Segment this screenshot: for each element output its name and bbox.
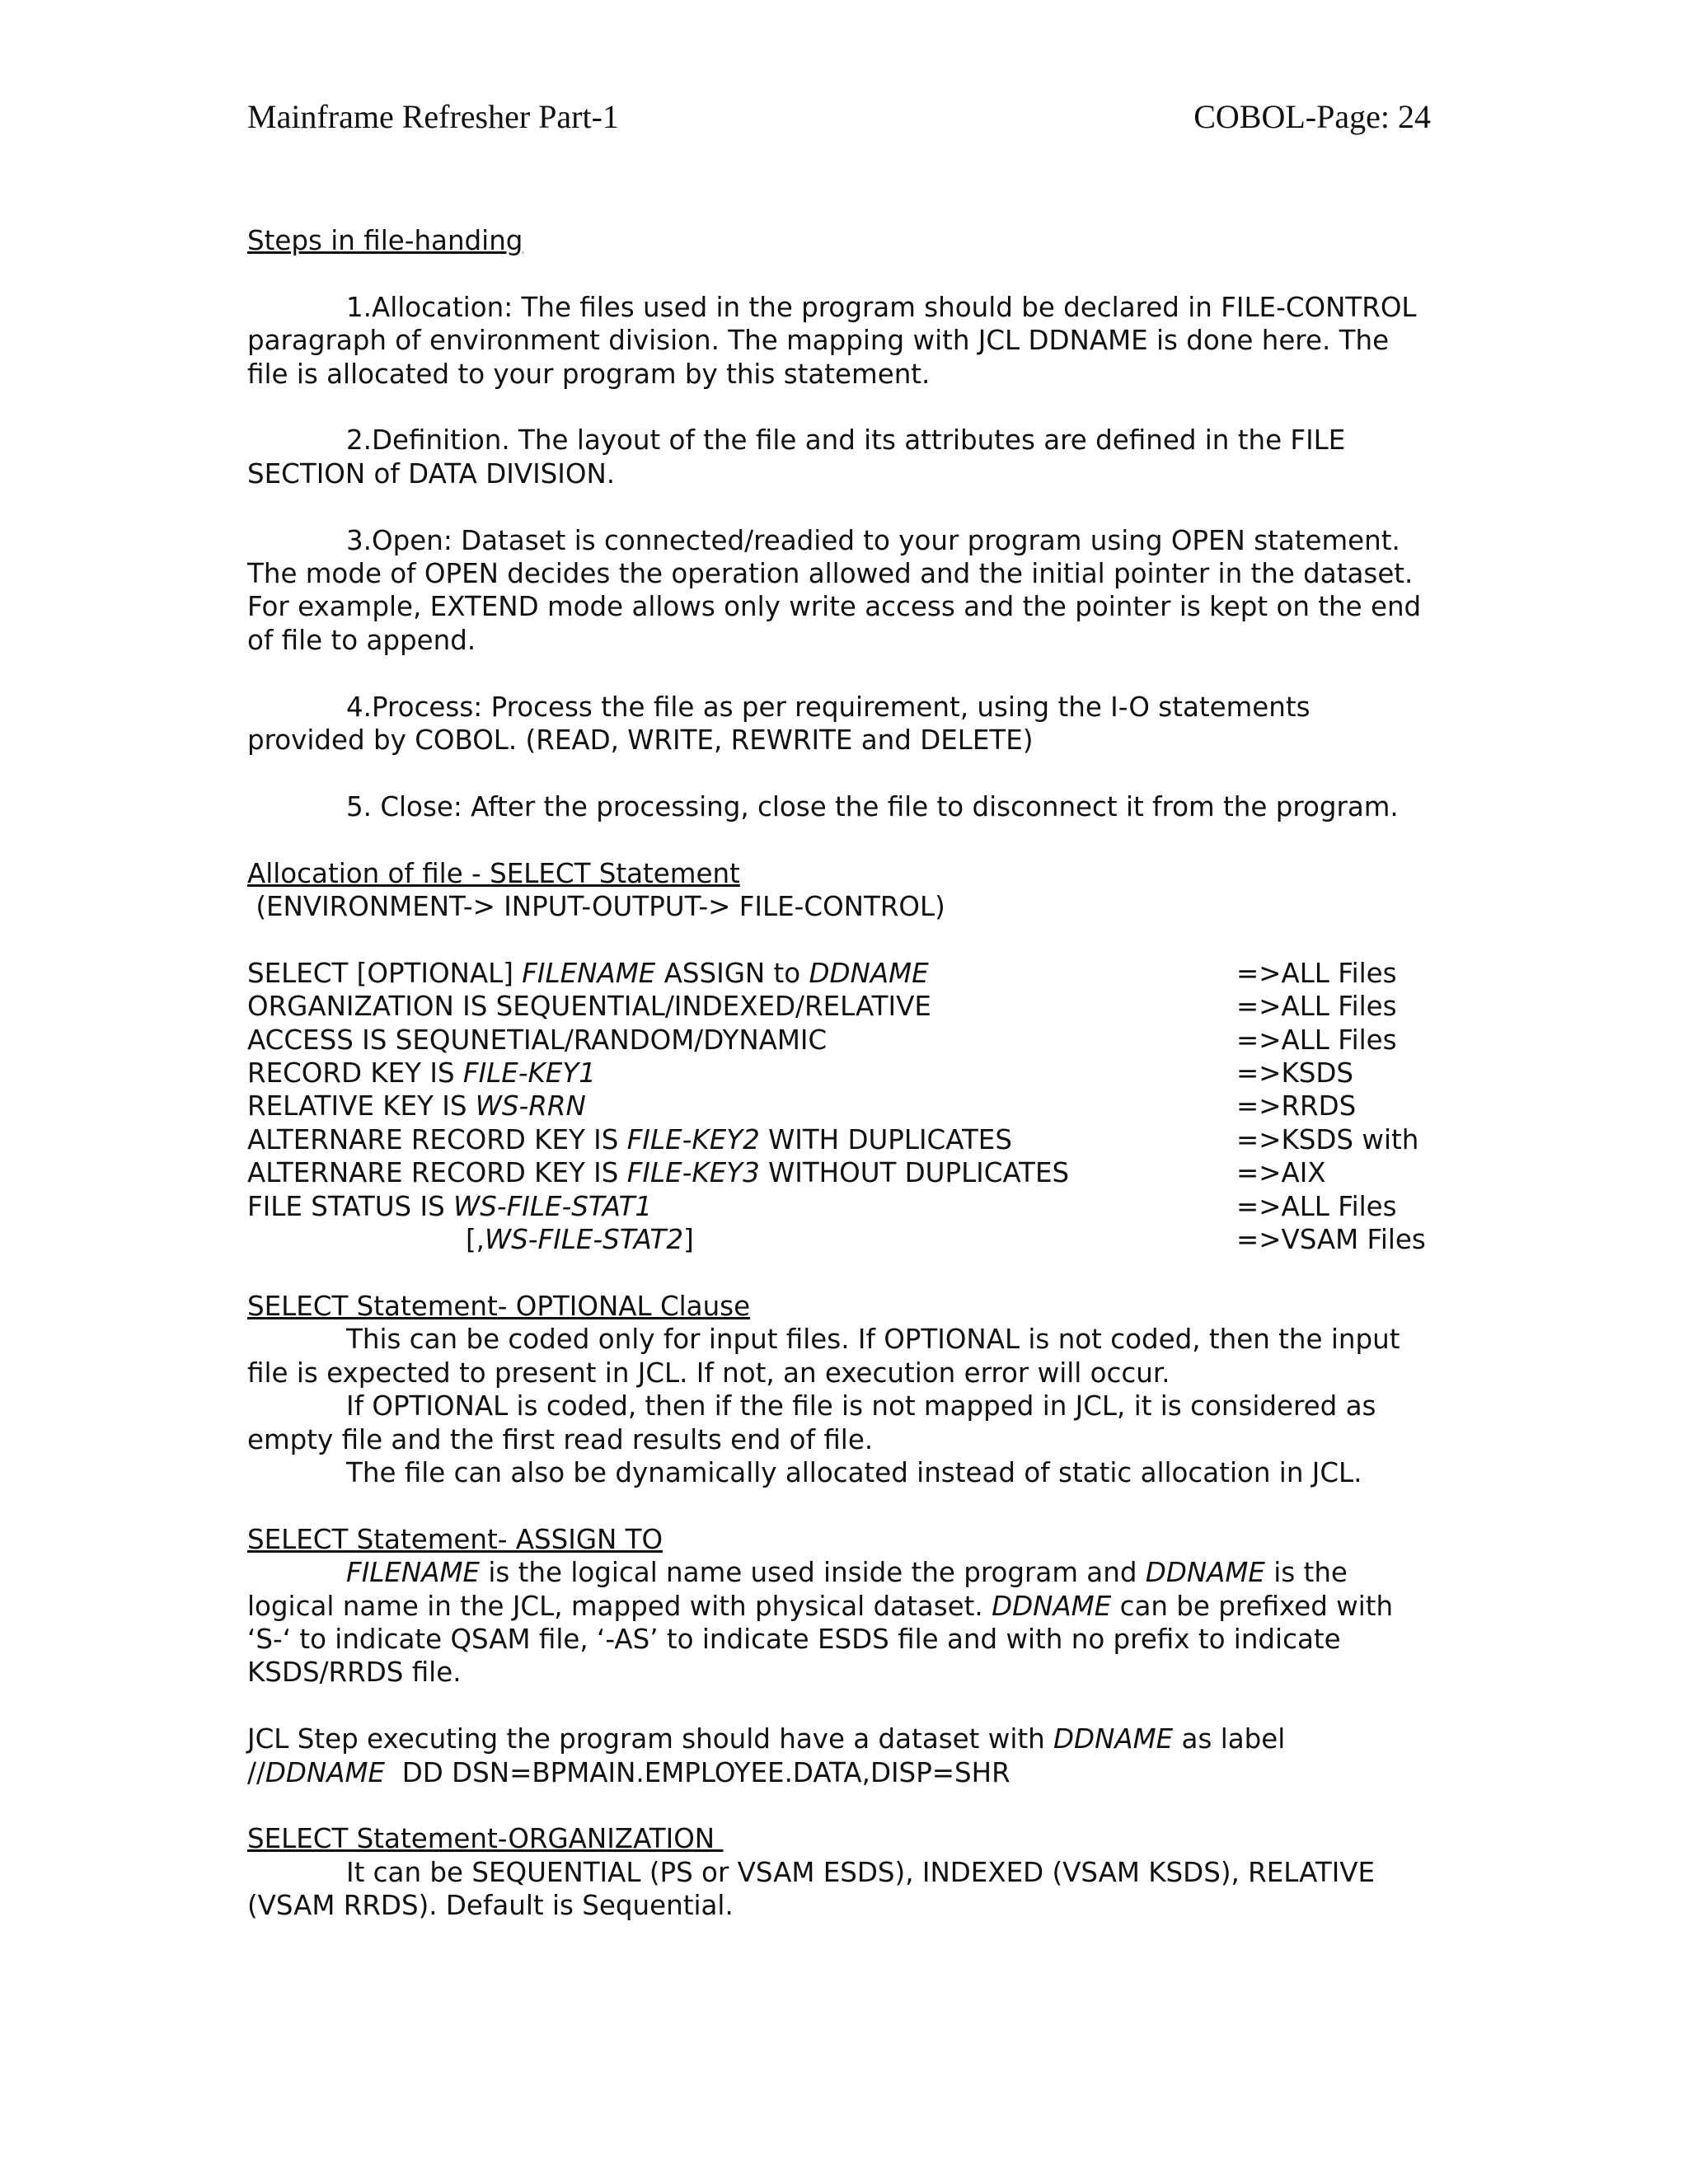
syntax-text: WITH DUPLICATES — [759, 1123, 1012, 1155]
syntax-applies-to: =>RRDS — [1236, 1090, 1357, 1122]
section-heading-optional: SELECT Statement- OPTIONAL Clause — [247, 1290, 751, 1322]
syntax-text: RELATIVE KEY IS — [247, 1090, 476, 1122]
inline-text: is the logical name in the JCL, mapped with physical dataset. — [247, 1557, 1348, 1622]
section-heading-assign-to: SELECT Statement- ASSIGN TO — [247, 1523, 663, 1555]
syntax-param: WS-FILE-STAT2 — [485, 1224, 684, 1256]
syntax-text: WITHOUT DUPLICATES — [759, 1157, 1070, 1189]
organization-paragraph: It can be SEQUENTIAL (PS or VSAM ESDS), INDEXED (VSAM KSDS), RELATIVE (VSAM RRDS). Default is Sequential. — [247, 1856, 1376, 1922]
jcl-step-note — [247, 1722, 1431, 1755]
inline-italic: DDNAME — [1145, 1557, 1265, 1589]
step-allocation: 1.Allocation: The files used in the program should be declared in FILE-CONTROL paragraph of environment division. The mapping with JCL DDNAME is done here. The file is allocated to your program by this statement. — [247, 291, 1417, 390]
select-syntax-row — [247, 1090, 1431, 1122]
syntax-applies-to: =>ALL Files — [1236, 957, 1397, 989]
select-syntax-row — [247, 1123, 1431, 1156]
optional-paragraph: The file can also be dynamically allocated instead of static allocation in JCL. — [346, 1456, 1362, 1488]
select-syntax-row — [247, 1223, 1431, 1256]
select-syntax-block — [247, 957, 1431, 1257]
select-syntax-row — [247, 1024, 1431, 1057]
inline-italic: DDNAME — [1053, 1723, 1174, 1755]
syntax-applies-to: =>ALL Files — [1236, 991, 1397, 1023]
syntax-applies-to: =>KSDS — [1236, 1057, 1354, 1090]
step-close: 5. Close: After the processing, close the file to disconnect it from the program. — [346, 790, 1399, 823]
inline-italic: FILENAME — [346, 1557, 481, 1589]
syntax-applies-to: =>KSDS with — [1236, 1123, 1419, 1155]
syntax-param: WS-FILE-STAT1 — [453, 1190, 653, 1222]
inline-text: DD DSN=BPMAIN.EMPLOYEE.DATA,DISP=SHR — [385, 1756, 1010, 1788]
syntax-text: ASSIGN to — [655, 957, 809, 989]
step-definition: 2.Definition. The layout of the file and its attributes are defined in the FILE SECTION of DATA DIVISION. — [247, 424, 1346, 490]
inline-text: JCL Step executing the program should have a dataset with — [247, 1723, 1054, 1755]
syntax-param: WS-RRN — [475, 1090, 586, 1122]
inline-text: // — [247, 1756, 265, 1788]
optional-paragraph: This can be coded only for input files. If OPTIONAL is not coded, then the input file is expected to present in JCL. If not, an execution error will occur. — [247, 1324, 1400, 1389]
syntax-param: DDNAME — [809, 957, 929, 989]
select-syntax-row — [247, 1156, 1431, 1189]
syntax-text: ALTERNARE RECORD KEY IS — [247, 1157, 627, 1189]
syntax-text: RECORD KEY IS — [247, 1057, 463, 1090]
select-syntax-row — [247, 1057, 1431, 1090]
section-heading-allocation: Allocation of file - SELECT Statement — [247, 857, 740, 889]
syntax-applies-to: =>ALL Files — [1236, 1024, 1397, 1056]
section-heading-organization: SELECT Statement-ORGANIZATION — [247, 1823, 724, 1855]
section-heading-steps: Steps in file-handing — [247, 225, 523, 256]
syntax-text: SELECT [OPTIONAL] — [247, 957, 523, 989]
select-syntax-row — [247, 957, 1431, 990]
inline-text: as label — [1173, 1723, 1286, 1755]
running-header-title: Mainframe Refresher Part-1 — [247, 98, 619, 135]
page-body — [247, 224, 1431, 1923]
select-syntax-row — [247, 990, 1431, 1023]
syntax-text: ] — [683, 1224, 694, 1256]
syntax-text: FILE STATUS IS — [247, 1190, 454, 1222]
syntax-param: FILENAME — [522, 957, 656, 989]
syntax-param: FILE-KEY2 — [626, 1123, 760, 1155]
syntax-applies-to: =>AIX — [1236, 1157, 1326, 1189]
optional-paragraph: If OPTIONAL is coded, then if the file is not mapped in JCL, it is considered as empty file and the first read results end of file. — [247, 1390, 1376, 1455]
inline-text: can be prefixed with ‘S-‘ to indicate QSAM file, ‘-AS’ to indicate ESDS file and with no prefix to indicate KSDS/RRDS file. — [247, 1590, 1394, 1689]
syntax-applies-to: =>VSAM Files — [1236, 1224, 1426, 1256]
inline-italic: DDNAME — [992, 1590, 1112, 1622]
running-header-page-number: COBOL-Page: 24 — [1193, 98, 1431, 135]
inline-text: is the logical name used inside the program and — [480, 1557, 1146, 1589]
assign-to-paragraph — [247, 1556, 1431, 1690]
step-process: 4.Process: Process the file as per requirement, using the I-O statements provided by COBOL. (READ, WRITE, REWRITE and DELETE) — [247, 691, 1311, 757]
step-open: 3.Open: Dataset is connected/readied to your program using OPEN statement. The mode of OPEN decides the operation allowed and the initial pointer in the dataset. For example, EXTEND mode allows only write access and the pointer is kept on the end of file to append. — [247, 524, 1422, 656]
syntax-text: [, — [466, 1224, 485, 1256]
syntax-param: FILE-KEY1 — [462, 1057, 596, 1090]
jcl-dd-statement — [247, 1756, 1431, 1789]
syntax-text: ALTERNARE RECORD KEY IS — [247, 1123, 627, 1155]
syntax-param: FILE-KEY3 — [626, 1157, 760, 1189]
syntax-applies-to: =>ALL Files — [1236, 1190, 1397, 1222]
allocation-path: (ENVIRONMENT-> INPUT-OUTPUT-> FILE-CONTROL) — [247, 891, 945, 923]
select-syntax-row — [247, 1190, 1431, 1223]
syntax-text: ACCESS IS SEQUNETIAL/RANDOM/DYNAMIC — [247, 1024, 828, 1056]
syntax-text: ORGANIZATION IS SEQUENTIAL/INDEXED/RELATIVE — [247, 991, 931, 1023]
inline-italic: DDNAME — [265, 1756, 386, 1788]
